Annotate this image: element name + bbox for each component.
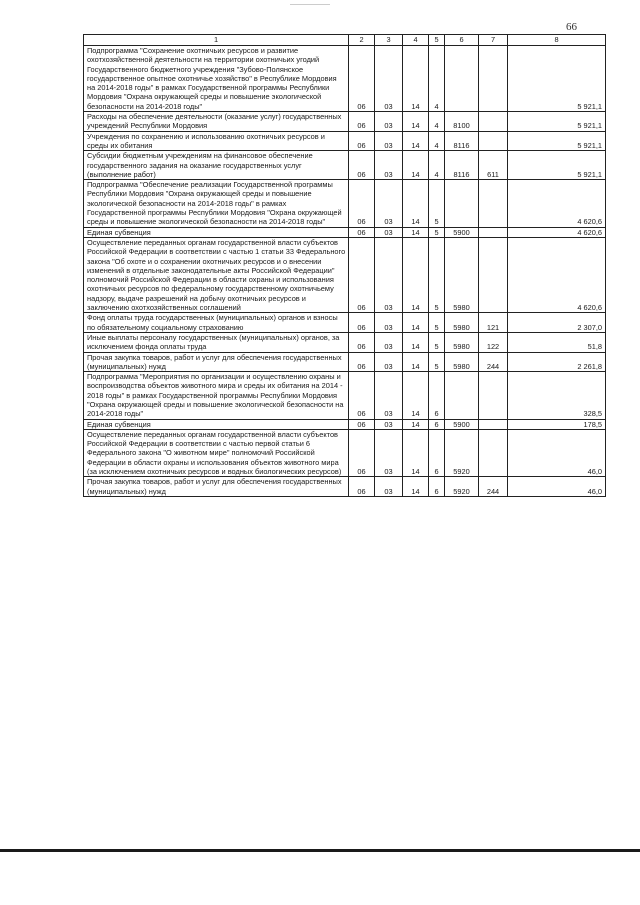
row-code-subsection: 03 xyxy=(375,332,403,352)
table-row xyxy=(84,46,606,112)
row-code-article: 5900 xyxy=(445,227,479,237)
row-code-subsection: 03 xyxy=(375,372,403,419)
row-code-program: 14 xyxy=(403,332,429,352)
row-code-program: 14 xyxy=(403,419,429,429)
row-code-subprogram: 4 xyxy=(429,46,445,112)
row-code-subprogram: 4 xyxy=(429,151,445,180)
row-name: Осуществление переданных органам государственной власти субъектов Российской Федерации в соответствии с частью 1 статьи 33 Федерального закона "Об охоте и о сохранении охотничьих ресурсов и о внесении изменений в отдельные законодательные акты Российской Федерации" полномочий Российской Федерации в области охраны и использования охотничьих ресурсов по федеральному государственному охотничьему надзору, выдаче разрешений на добычу охотничьих ресурсов и заключению охотхозяйственных соглашений xyxy=(84,237,349,312)
row-code-section: 06 xyxy=(349,46,375,112)
table-row xyxy=(84,419,606,429)
row-amount: 2 261,8 xyxy=(508,352,606,372)
row-code-subprogram: 4 xyxy=(429,131,445,151)
row-code-article xyxy=(445,46,479,112)
row-amount: 328,5 xyxy=(508,372,606,419)
row-code-section: 06 xyxy=(349,237,375,312)
row-code-subprogram: 5 xyxy=(429,313,445,333)
row-name: Осуществление переданных органам государственной власти субъектов Российской Федерации в соответствии с частью первой статьи 6 Федерального закона "О животном мире" полномочий Российской Федерации в области охраны и использования объектов животного мира (за исключением охотничьих ресурсов и водных биологических ресурсов) xyxy=(84,429,349,476)
row-name: Субсидии бюджетным учреждениям на финансовое обеспечение государственного задания на оказание государственных услуг (выполнение работ) xyxy=(84,151,349,180)
row-code-subprogram: 5 xyxy=(429,180,445,227)
row-amount: 4 620,6 xyxy=(508,180,606,227)
table-row xyxy=(84,131,606,151)
row-code-article: 5920 xyxy=(445,429,479,476)
row-amount: 4 620,6 xyxy=(508,237,606,312)
row-code-program: 14 xyxy=(403,313,429,333)
row-name: Подпрограмма "Мероприятия по организации и осуществлению охраны и воспроизводства объектов животного мира и среды их обитания на 2014 - 2018 годы" в рамках Государственной программы Республики Мордовия "Охрана окружающей среды и повышение экологической безопасности на 2014-2018 годы" xyxy=(84,372,349,419)
row-code-section: 06 xyxy=(349,151,375,180)
page-number: 66 xyxy=(566,21,577,33)
row-code-expense-type xyxy=(479,227,508,237)
row-code-subsection: 03 xyxy=(375,352,403,372)
row-code-section: 06 xyxy=(349,477,375,497)
row-name: Единая субвенция xyxy=(84,419,349,429)
page-bottom-rule xyxy=(0,849,640,852)
row-code-expense-type: 611 xyxy=(479,151,508,180)
row-code-subsection: 03 xyxy=(375,46,403,112)
table-row xyxy=(84,237,606,312)
row-code-program: 14 xyxy=(403,112,429,132)
row-code-subsection: 03 xyxy=(375,112,403,132)
scan-mark xyxy=(290,4,330,5)
header-col-2: 2 xyxy=(349,35,375,46)
row-code-section: 06 xyxy=(349,112,375,132)
row-code-subprogram: 6 xyxy=(429,429,445,476)
row-code-article xyxy=(445,372,479,419)
row-code-article: 5980 xyxy=(445,352,479,372)
table-row xyxy=(84,477,606,497)
row-code-program: 14 xyxy=(403,237,429,312)
table-row xyxy=(84,227,606,237)
row-code-article: 8116 xyxy=(445,131,479,151)
row-name: Подпрограмма "Сохранение охотничьих ресурсов и развитие охотхозяйственной деятельности на территории охотничьих угодий Государственного бюджетного учреждения "Зубово-Полянское государственное опытное охотничье хозяйство" в Республике Мордовия на 2014-2018 годы" в рамках Государственной программы Республики Мордовия "Охрана окружающей среды и повышение экологической безопасности на 2014-2018 годы" xyxy=(84,46,349,112)
row-amount: 46,0 xyxy=(508,477,606,497)
row-amount: 5 921,1 xyxy=(508,131,606,151)
table-row xyxy=(84,352,606,372)
row-amount: 5 921,1 xyxy=(508,151,606,180)
header-col-4: 4 xyxy=(403,35,429,46)
row-code-expense-type xyxy=(479,131,508,151)
budget-table xyxy=(83,34,606,497)
row-amount: 51,8 xyxy=(508,332,606,352)
row-code-expense-type xyxy=(479,237,508,312)
row-name: Подпрограмма "Обеспечение реализации Государственной программы Республики Мордовия "Охрана окружающей среды и повышение экологической безопасности на 2014-2018 годы" в рамках Государственной программы Республики Мордовия "Охрана окружающей среды и повышение экологической безопасности на 2014-2018 годы" xyxy=(84,180,349,227)
row-code-article: 5980 xyxy=(445,237,479,312)
row-code-subprogram: 5 xyxy=(429,332,445,352)
table-row xyxy=(84,112,606,132)
row-name: Прочая закупка товаров, работ и услуг для обеспечения государственных (муниципальных) нужд xyxy=(84,477,349,497)
row-code-program: 14 xyxy=(403,477,429,497)
table-row xyxy=(84,180,606,227)
row-code-section: 06 xyxy=(349,372,375,419)
header-col-1: 1 xyxy=(84,35,349,46)
row-code-expense-type: 244 xyxy=(479,477,508,497)
row-amount: 5 921,1 xyxy=(508,46,606,112)
row-code-subsection: 03 xyxy=(375,131,403,151)
row-code-article xyxy=(445,180,479,227)
row-code-subprogram: 4 xyxy=(429,112,445,132)
row-code-expense-type xyxy=(479,46,508,112)
row-name: Учреждения по сохранению и использованию охотничьих ресурсов и среды их обитания xyxy=(84,131,349,151)
row-code-section: 06 xyxy=(349,419,375,429)
row-name: Расходы на обеспечение деятельности (оказание услуг) государственных учреждений Республики Мордовия xyxy=(84,112,349,132)
header-col-8: 8 xyxy=(508,35,606,46)
row-code-subsection: 03 xyxy=(375,313,403,333)
row-code-article: 8100 xyxy=(445,112,479,132)
row-code-subsection: 03 xyxy=(375,429,403,476)
table-row xyxy=(84,372,606,419)
row-code-section: 06 xyxy=(349,313,375,333)
row-code-expense-type xyxy=(479,429,508,476)
row-code-subprogram: 6 xyxy=(429,372,445,419)
row-code-article: 5900 xyxy=(445,419,479,429)
row-code-program: 14 xyxy=(403,151,429,180)
row-code-expense-type: 244 xyxy=(479,352,508,372)
row-code-program: 14 xyxy=(403,227,429,237)
row-name: Единая субвенция xyxy=(84,227,349,237)
table-row xyxy=(84,332,606,352)
row-code-expense-type xyxy=(479,112,508,132)
table-row xyxy=(84,429,606,476)
row-code-section: 06 xyxy=(349,429,375,476)
header-col-6: 6 xyxy=(445,35,479,46)
row-code-article: 5980 xyxy=(445,332,479,352)
header-col-7: 7 xyxy=(479,35,508,46)
row-code-section: 06 xyxy=(349,131,375,151)
row-code-subsection: 03 xyxy=(375,151,403,180)
row-code-subsection: 03 xyxy=(375,180,403,227)
row-code-expense-type: 121 xyxy=(479,313,508,333)
row-code-expense-type xyxy=(479,372,508,419)
row-code-subsection: 03 xyxy=(375,237,403,312)
row-code-article: 5980 xyxy=(445,313,479,333)
row-amount: 5 921,1 xyxy=(508,112,606,132)
row-amount: 46,0 xyxy=(508,429,606,476)
table-row xyxy=(84,151,606,180)
row-code-program: 14 xyxy=(403,131,429,151)
row-code-subsection: 03 xyxy=(375,419,403,429)
row-code-program: 14 xyxy=(403,352,429,372)
row-code-section: 06 xyxy=(349,227,375,237)
row-code-expense-type: 122 xyxy=(479,332,508,352)
header-row xyxy=(84,35,606,46)
row-code-subprogram: 5 xyxy=(429,227,445,237)
row-code-article: 5920 xyxy=(445,477,479,497)
row-code-subsection: 03 xyxy=(375,227,403,237)
row-name: Прочая закупка товаров, работ и услуг для обеспечения государственных (муниципальных) нужд xyxy=(84,352,349,372)
table-row xyxy=(84,313,606,333)
row-amount: 178,5 xyxy=(508,419,606,429)
table-body xyxy=(84,46,606,497)
row-code-subprogram: 6 xyxy=(429,419,445,429)
row-code-section: 06 xyxy=(349,332,375,352)
header-col-5: 5 xyxy=(429,35,445,46)
header-col-3: 3 xyxy=(375,35,403,46)
row-code-subprogram: 5 xyxy=(429,352,445,372)
row-name: Иные выплаты персоналу государственных (муниципальных) органов, за исключением фонда оплаты труда xyxy=(84,332,349,352)
row-code-program: 14 xyxy=(403,372,429,419)
row-code-program: 14 xyxy=(403,46,429,112)
row-name: Фонд оплаты труда государственных (муниципальных) органов и взносы по обязательному социальному страхованию xyxy=(84,313,349,333)
row-code-program: 14 xyxy=(403,429,429,476)
row-code-expense-type xyxy=(479,180,508,227)
row-code-expense-type xyxy=(479,419,508,429)
row-amount: 4 620,6 xyxy=(508,227,606,237)
row-code-section: 06 xyxy=(349,352,375,372)
row-code-article: 8116 xyxy=(445,151,479,180)
row-amount: 2 307,0 xyxy=(508,313,606,333)
row-code-subsection: 03 xyxy=(375,477,403,497)
table-header xyxy=(84,35,606,46)
row-code-subprogram: 6 xyxy=(429,477,445,497)
row-code-program: 14 xyxy=(403,180,429,227)
row-code-section: 06 xyxy=(349,180,375,227)
row-code-subprogram: 5 xyxy=(429,237,445,312)
